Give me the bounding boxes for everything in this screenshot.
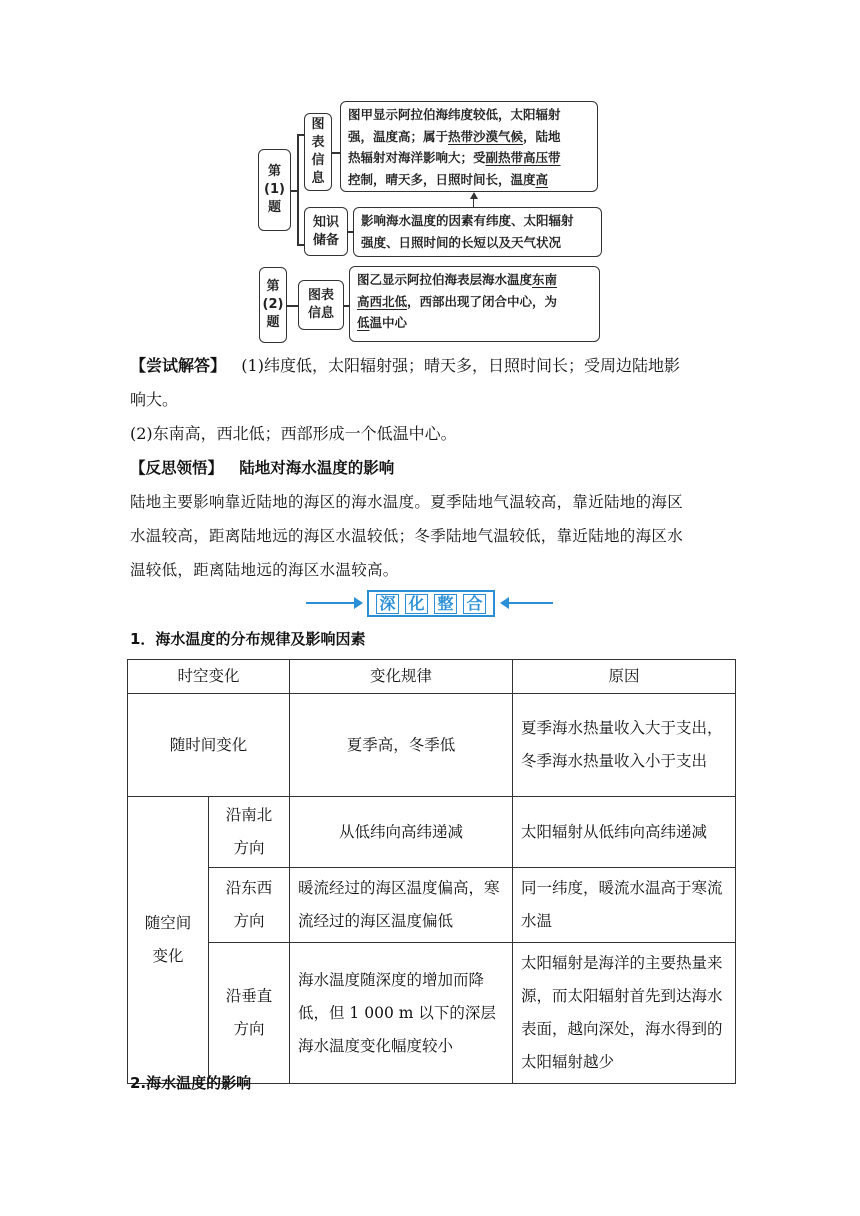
- q1-knowledge-label: 知识 储备: [304, 207, 348, 256]
- answer-line-3: (2)东南高，西北低；西部形成一个低温中心。: [130, 424, 457, 443]
- table-row: [128, 694, 736, 797]
- answer-label: 【尝试解答】: [130, 356, 227, 375]
- banner-char-4: 合: [463, 594, 485, 614]
- table-cell: 沿东西方向: [209, 868, 290, 943]
- reflection-title: 陆地对海水温度的影响: [239, 459, 395, 477]
- q2-chart-info-text: 图乙显示阿拉伯海表层海水温度东南 高西北低，西部出现了闭合中心，为 低温中心: [349, 266, 600, 342]
- table-row: [128, 797, 736, 868]
- distribution-table: [127, 659, 736, 1084]
- table-cell: 随空间变化: [128, 797, 209, 1084]
- reflection-line-1: 陆地主要影响靠近陆地的海区的海水温度。夏季陆地气温较高，靠近陆地的海区: [130, 493, 684, 511]
- reflection-block: [130, 451, 732, 587]
- table-cell: 从低纬向高纬递减: [290, 797, 513, 868]
- reflection-line-2: 水温较高，距离陆地远的海区水温较低；冬季陆地气温较低，靠近陆地的海区水: [130, 527, 684, 545]
- table-row: [128, 868, 736, 943]
- answer-line-2: 响大。: [130, 390, 179, 409]
- header-cell: 变化规律: [290, 660, 513, 694]
- table-row: [128, 943, 736, 1084]
- table-cell: 同一纬度，暖流水温高于寒流水温: [513, 868, 736, 943]
- table-cell: 沿垂直方向: [209, 943, 290, 1084]
- table-cell: 暖流经过的海区温度偏高，寒流经过的海区温度偏低: [290, 868, 513, 943]
- table-cell: 夏季高，冬季低: [290, 694, 513, 797]
- answer-block: [130, 349, 732, 451]
- banner-char-3: 整: [434, 594, 456, 614]
- table-header-row: [128, 660, 736, 694]
- table-cell: 夏季海水热量收入大于支出，冬季海水热量收入小于支出: [513, 694, 736, 797]
- header-cell: 原因: [513, 660, 736, 694]
- q1-chart-info-label: 图 表 信 息: [304, 113, 332, 191]
- arrow-up-icon: [470, 192, 478, 199]
- section-2-title: 2.海水温度的影响: [130, 1074, 252, 1092]
- q2-chart-info-label: 图表 信息: [298, 280, 344, 330]
- q2-label: 第 (2) 题: [259, 267, 287, 343]
- table-cell: 沿南北方向: [209, 797, 290, 868]
- q1-knowledge-text: 影响海水温度的因素有纬度、太阳辐射 强度、日照时间的长短以及天气状况: [353, 207, 602, 257]
- table-cell: 太阳辐射是海洋的主要热量来源，而太阳辐射首先到达海水表面，越向深处，海水得到的太阳辐射越少: [513, 943, 736, 1084]
- table-cell: 海水温度随深度的增加而降低，但 1 000 m 以下的深层海水温度变化幅度较小: [290, 943, 513, 1084]
- table-cell: 太阳辐射从低纬向高纬递减: [513, 797, 736, 868]
- banner-char-1: 深: [376, 594, 398, 614]
- header-cell: 时空变化: [128, 660, 290, 694]
- q1-chart-info-text: 图甲显示阿拉伯海纬度较低，太阳辐射 强，温度高；属于热带沙漠气候，陆地 热辐射对海洋影响大；受副热带高压带 控制，晴天多，日照时间长，温度高: [340, 101, 598, 192]
- table-cell: 随时间变化: [128, 694, 290, 797]
- reflection-line-3: 温较低，距离陆地远的海区水温较高。: [130, 561, 399, 579]
- section-1-title: 1．海水温度的分布规律及影响因素: [130, 630, 366, 648]
- answer-line-1: (1)纬度低，太阳辐射强；晴天多，日照时间长；受周边陆地影: [241, 356, 680, 375]
- banner-char-2: 化: [405, 594, 427, 614]
- reflection-label: 【反思领悟】: [130, 459, 224, 477]
- q1-label: 第 (1) 题: [258, 149, 291, 231]
- arrow-right-icon: [354, 597, 363, 609]
